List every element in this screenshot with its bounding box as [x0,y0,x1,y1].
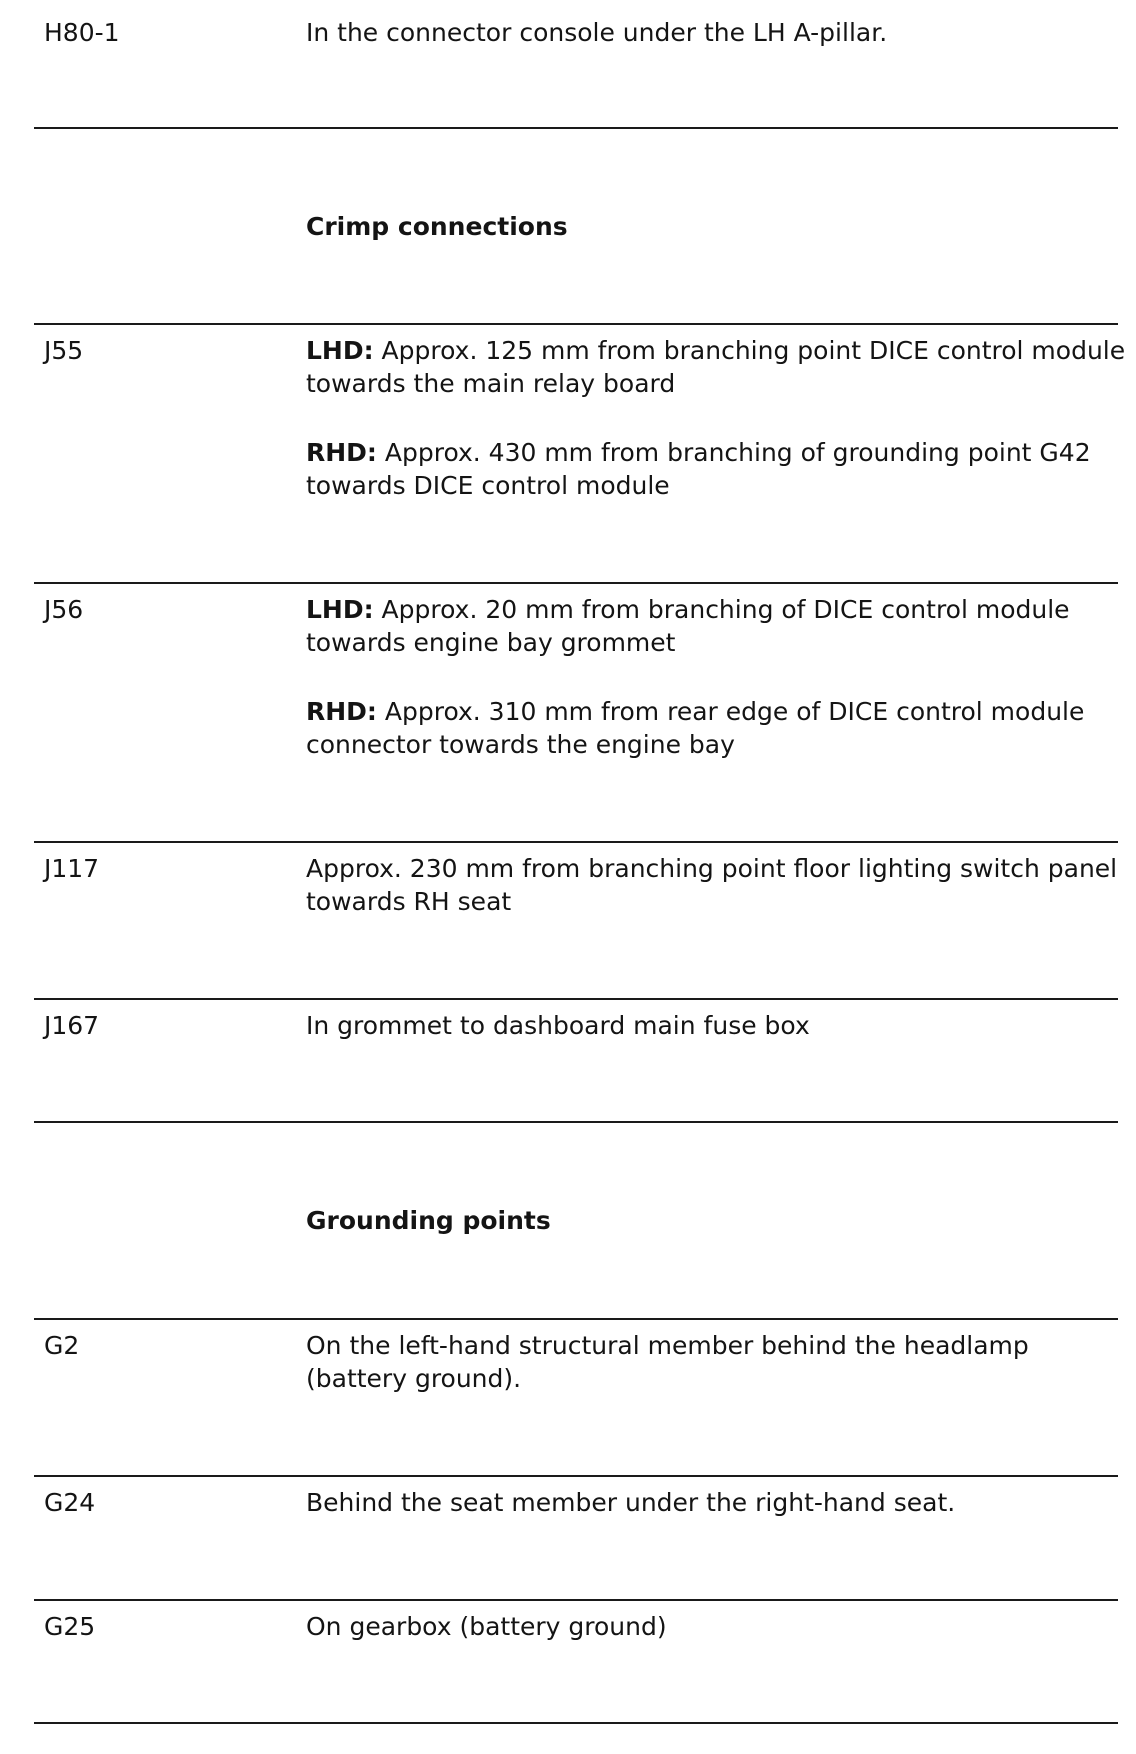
section-heading-crimp: Crimp connections [306,212,568,241]
desc-j56 [306,593,1126,761]
code-j56: J56 [44,595,84,624]
divider [34,1121,1118,1123]
desc-g2-text: On the left-hand structural member behind the headlamp (battery ground). [306,1331,1029,1393]
desc-h80-1-text: In the connector console under the LH A-pillar. [306,18,888,47]
rhd-text: Approx. 430 mm from branching of grounding point G42 towards DICE control module [306,438,1091,500]
rhd-text: Approx. 310 mm from rear edge of DICE control module connector towards the engine bay [306,697,1085,759]
section-heading-grounding: Grounding points [306,1206,551,1235]
divider [34,1318,1118,1320]
desc-j167-text: In grommet to dashboard main fuse box [306,1011,810,1040]
rhd-label: RHD: [306,697,377,726]
desc-g24-text: Behind the seat member under the right-hand seat. [306,1488,956,1517]
lhd-text: Approx. 125 mm from branching point DICE control module towards the main relay board [306,336,1126,398]
lhd-label: LHD: [306,336,374,365]
desc-g2 [306,1329,1126,1395]
code-j55: J55 [44,336,84,365]
rhd-label: RHD: [306,438,377,467]
code-j167: J167 [44,1011,100,1040]
desc-j55-rhd [306,436,1126,502]
desc-j56-lhd [306,593,1126,659]
divider [34,127,1118,129]
divider [34,841,1118,843]
lhd-text: Approx. 20 mm from branching of DICE control module towards engine bay grommet [306,595,1070,657]
code-h80-1: H80-1 [44,18,120,47]
desc-j117 [306,852,1126,918]
desc-h80-1 [306,16,1126,49]
divider [34,323,1118,325]
desc-g24 [306,1486,1126,1519]
desc-g25 [306,1610,1126,1643]
code-g25: G25 [44,1612,96,1641]
desc-j55-lhd [306,334,1126,400]
desc-j55 [306,334,1126,502]
divider [34,1475,1118,1477]
code-g2: G2 [44,1331,80,1360]
desc-j167 [306,1009,1126,1042]
divider [34,998,1118,1000]
desc-g25-text: On gearbox (battery ground) [306,1612,667,1641]
desc-j117-text: Approx. 230 mm from branching point floor lighting switch panel towards RH seat [306,854,1118,916]
lhd-label: LHD: [306,595,374,624]
desc-j56-rhd [306,695,1126,761]
code-g24: G24 [44,1488,96,1517]
divider [34,1722,1118,1724]
divider [34,582,1118,584]
code-j117: J117 [44,854,100,883]
divider [34,1599,1118,1601]
